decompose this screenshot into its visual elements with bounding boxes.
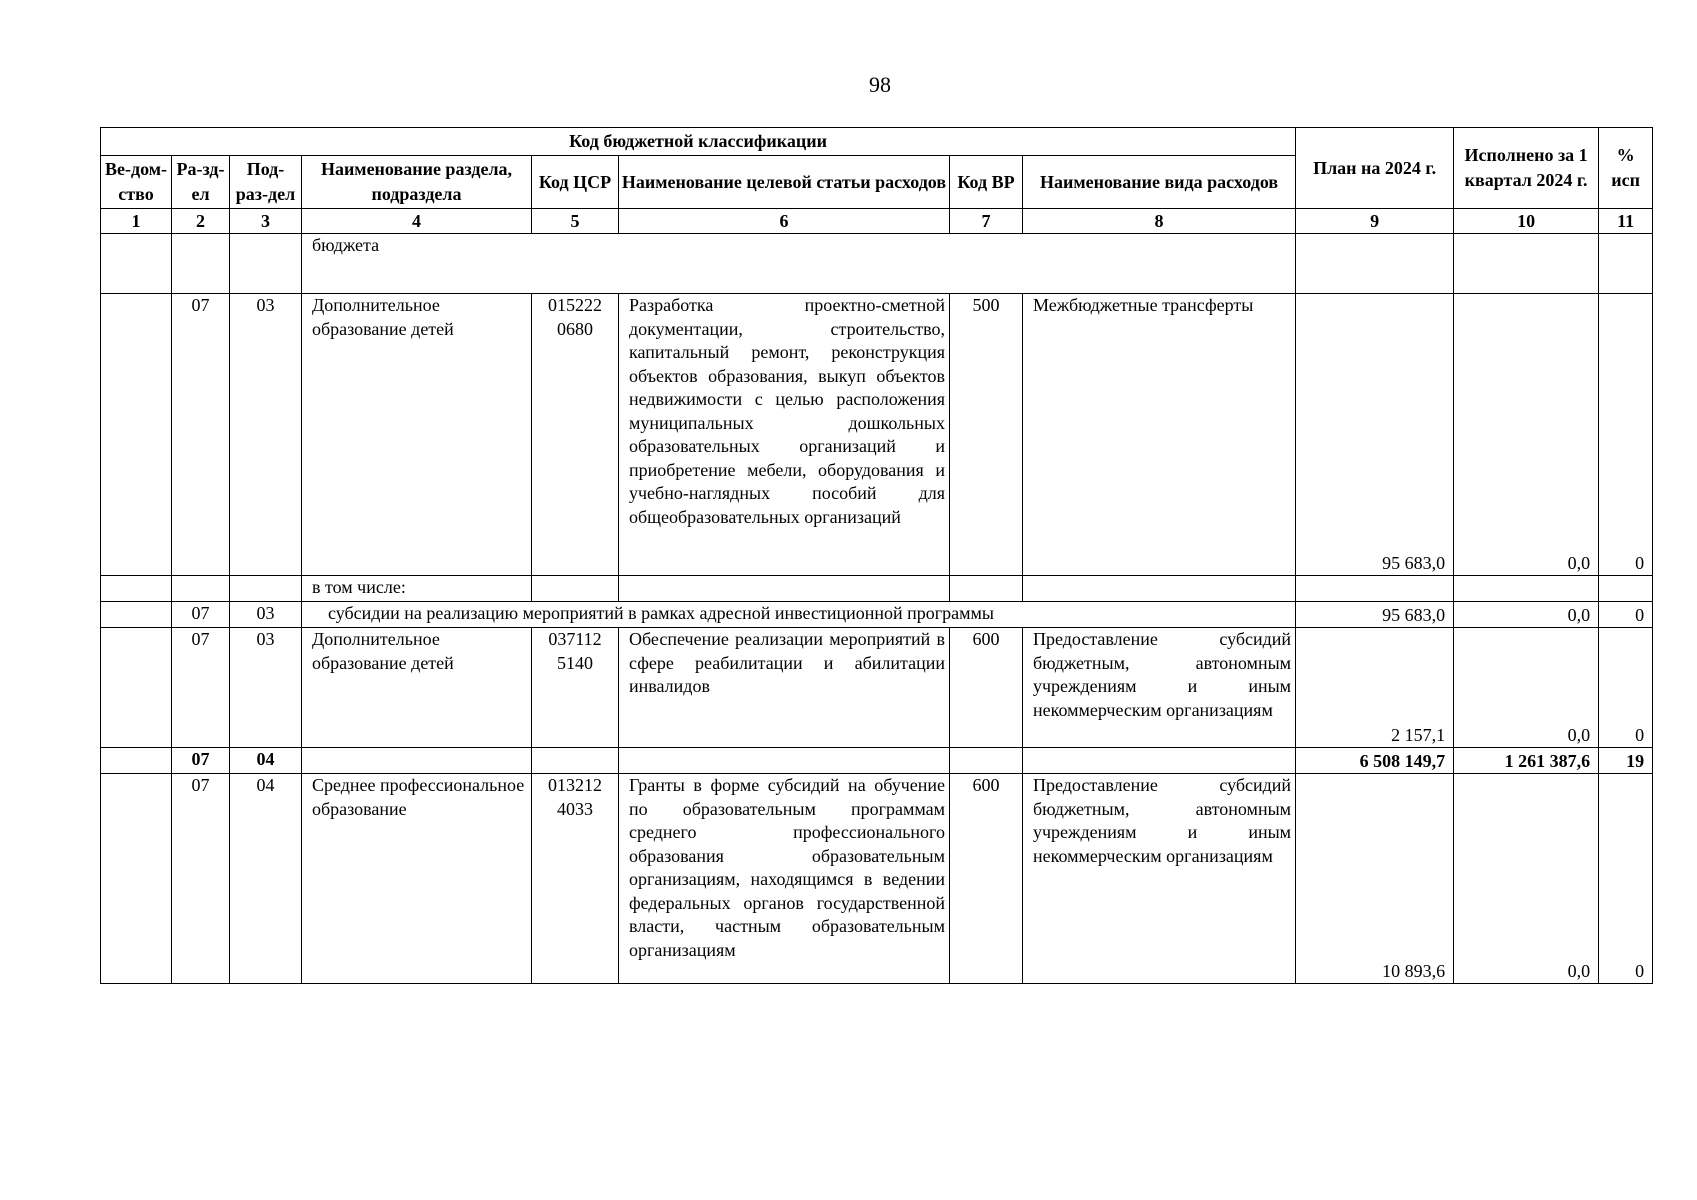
- header-purpose: Наименование целевой статьи расходов: [619, 156, 950, 209]
- done-value: 0,0: [1454, 294, 1599, 576]
- column-number: 3: [230, 209, 302, 234]
- vr-name: Предоставление субсидий бюджетным, автономным учреждениям и иным некоммерческим организациям: [1023, 628, 1296, 748]
- header-razdel: Ра-зд-ел: [172, 156, 230, 209]
- column-number: 4: [302, 209, 532, 234]
- section-name: Дополнительное образование детей: [302, 628, 532, 748]
- razdel-cell: 07: [172, 294, 230, 576]
- vr-name: Межбюджетные трансферты: [1023, 294, 1296, 576]
- table-row: [101, 602, 1653, 628]
- plan-value: 95 683,0: [1296, 602, 1454, 628]
- percent-value: 19: [1599, 748, 1653, 774]
- csr-code: 037112 5140: [532, 628, 619, 748]
- budget-table: [100, 127, 1653, 984]
- plan-value: 2 157,1: [1296, 628, 1454, 748]
- header-percent: % исп: [1599, 128, 1653, 209]
- razdel-cell: 07: [172, 748, 230, 774]
- section-name: в том числе:: [302, 576, 532, 602]
- column-number: 9: [1296, 209, 1454, 234]
- razdel-cell: 07: [172, 628, 230, 748]
- column-number: 7: [950, 209, 1023, 234]
- purpose-name: Разработка проектно-сметной документации, строительство, капитальный ремонт, реконструкция объектов образования, выкуп объектов недвижимости с целью расположения муниципальных дошкольных образовательных организаций и приобретение мебели, оборудования и учебно-наглядных пособий для общеобразовательных организаций: [619, 294, 950, 576]
- percent-value: 0: [1599, 774, 1653, 984]
- column-number: 8: [1023, 209, 1296, 234]
- header-section-name: Наименование раздела, подраздела: [302, 156, 532, 209]
- plan-value: 6 508 149,7: [1296, 748, 1454, 774]
- column-number: 11: [1599, 209, 1653, 234]
- podrazdel-cell: 03: [230, 602, 302, 628]
- column-number: 2: [172, 209, 230, 234]
- section-name: субсидии на реализацию мероприятий в рамках адресной инвестиционной программы: [302, 602, 1296, 628]
- header-done: Исполнено за 1 квартал 2024 г.: [1454, 128, 1599, 209]
- podrazdel-cell: 04: [230, 774, 302, 984]
- header-vr: Код ВР: [950, 156, 1023, 209]
- column-number-row: [101, 209, 1653, 234]
- header-vedomstvo: Ве-дом-ство: [101, 156, 172, 209]
- csr-code: 015222 0680: [532, 294, 619, 576]
- header-group-title: Код бюджетной классификации: [101, 128, 1296, 156]
- razdel-cell: 07: [172, 774, 230, 984]
- header-vr-name: Наименование вида расходов: [1023, 156, 1296, 209]
- vr-code: 600: [950, 774, 1023, 984]
- percent-value: 0: [1599, 602, 1653, 628]
- page-number: 98: [869, 72, 891, 97]
- csr-code: 013212 4033: [532, 774, 619, 984]
- podrazdel-cell: 03: [230, 628, 302, 748]
- vr-code: 600: [950, 628, 1023, 748]
- column-number: 1: [101, 209, 172, 234]
- done-value: 1 261 387,6: [1454, 748, 1599, 774]
- podrazdel-cell: 04: [230, 748, 302, 774]
- table-row: [101, 294, 1653, 576]
- header-plan: План на 2024 г.: [1296, 128, 1454, 209]
- header-csr: Код ЦСР: [532, 156, 619, 209]
- column-number: 6: [619, 209, 950, 234]
- purpose-name: Гранты в форме субсидий на обучение по образовательным программам среднего профессионального образования образовательным организациям, находящимся в ведении федеральных органов государственной власти, частным образовательным организациям: [619, 774, 950, 984]
- table-row: [101, 774, 1653, 984]
- vr-code: 500: [950, 294, 1023, 576]
- done-value: 0,0: [1454, 602, 1599, 628]
- plan-value: 95 683,0: [1296, 294, 1454, 576]
- percent-value: 0: [1599, 628, 1653, 748]
- column-number: 10: [1454, 209, 1599, 234]
- section-name: Среднее профессиональное образование: [302, 774, 532, 984]
- done-value: 0,0: [1454, 628, 1599, 748]
- header-row-top: [101, 128, 1653, 156]
- table-row: [101, 234, 1653, 294]
- razdel-cell: 07: [172, 602, 230, 628]
- section-name: Дополнительное образование детей: [302, 294, 532, 576]
- subtotal-row: [101, 748, 1653, 774]
- column-number: 5: [532, 209, 619, 234]
- purpose-name: Обеспечение реализации мероприятий в сфере реабилитации и абилитации инвалидов: [619, 628, 950, 748]
- table-row: [101, 628, 1653, 748]
- header-podrazdel: Под-раз-дел: [230, 156, 302, 209]
- section-name: бюджета: [302, 234, 1296, 294]
- podrazdel-cell: 03: [230, 294, 302, 576]
- plan-value: 10 893,6: [1296, 774, 1454, 984]
- percent-value: 0: [1599, 294, 1653, 576]
- table-row: [101, 576, 1653, 602]
- vr-name: Предоставление субсидий бюджетным, автономным учреждениям и иным некоммерческим организациям: [1023, 774, 1296, 984]
- done-value: 0,0: [1454, 774, 1599, 984]
